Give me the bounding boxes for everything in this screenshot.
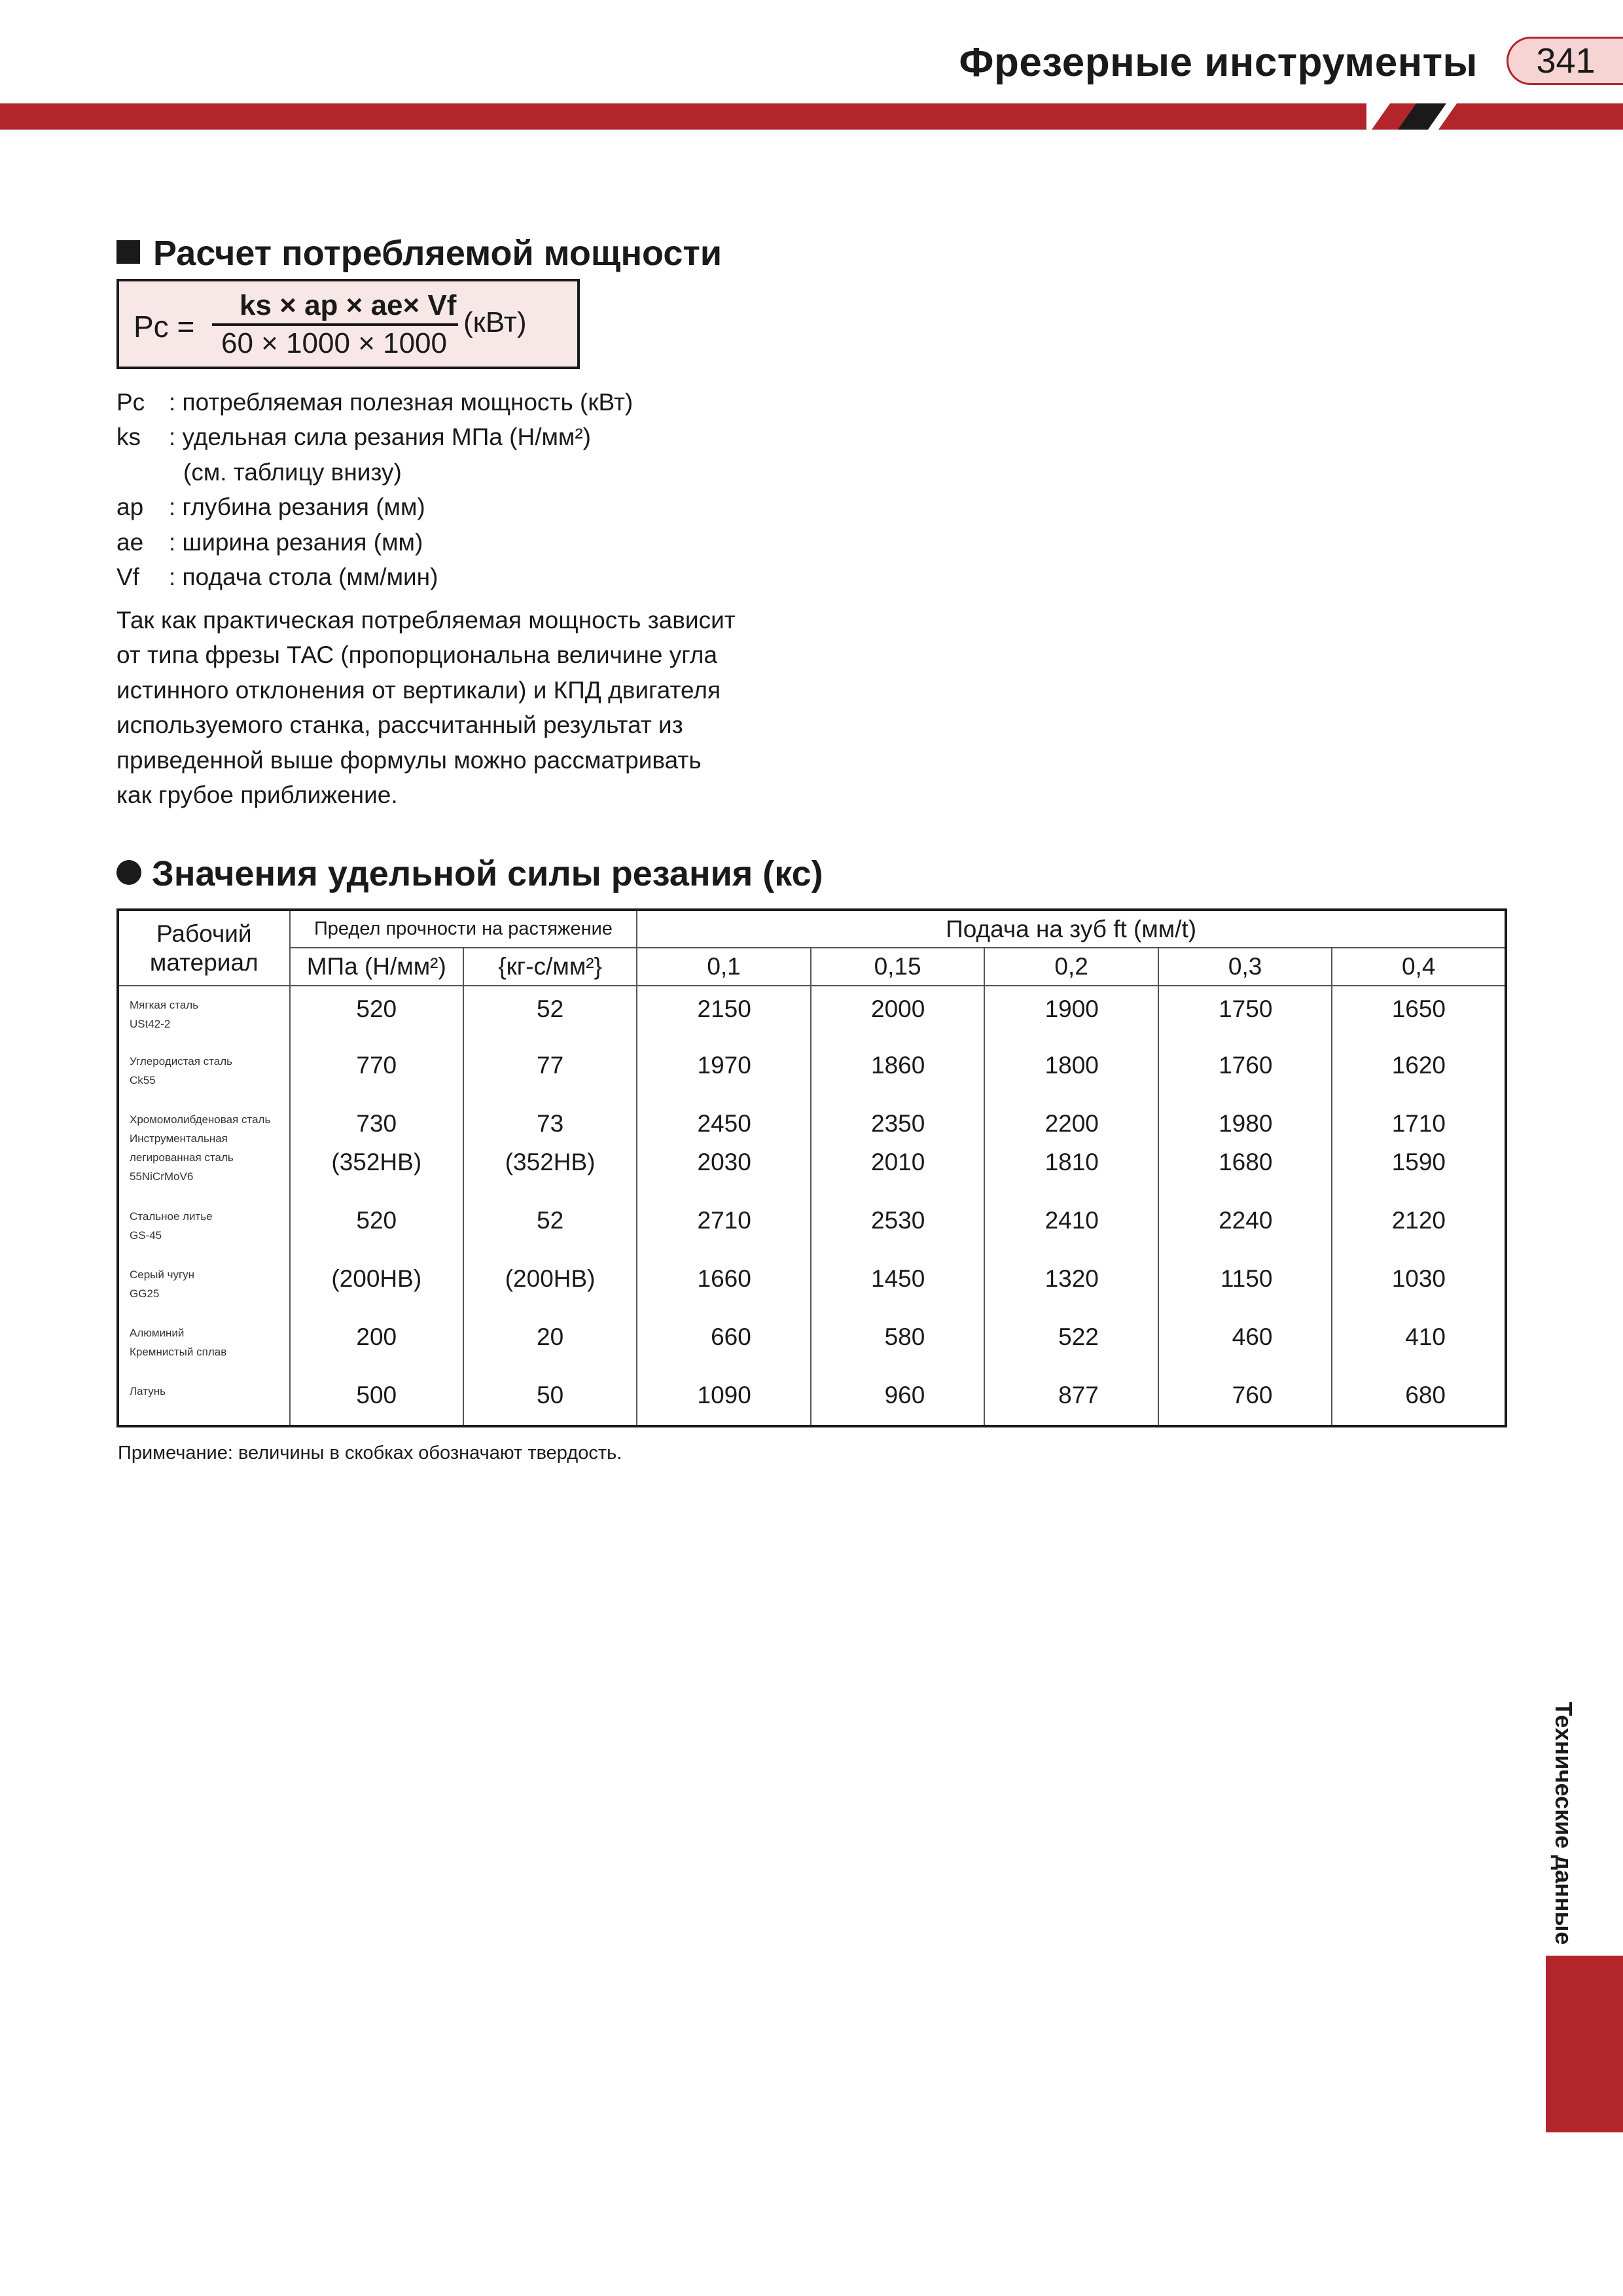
tensile-kgf-cell: 73 (352HB) — [463, 1102, 637, 1199]
header-feed-per-tooth: Подача на зуб ft (мм/t) — [637, 910, 1506, 948]
tensile-kgf-cell: 77 — [463, 1044, 637, 1102]
page-title: Фрезерные инструменты — [959, 40, 1478, 85]
cutting-force-value-cell: 1970 — [637, 1044, 811, 1102]
variable-definitions — [116, 385, 633, 594]
tensile-kgf-cell: 20 — [463, 1316, 637, 1374]
material-cell: Серый чугун GG25 — [118, 1257, 290, 1316]
tensile-mpa-cell: 520 — [290, 1199, 463, 1257]
cutting-force-value-cell: 1760 — [1158, 1044, 1332, 1102]
header-feed-value: 0,3 — [1158, 948, 1332, 986]
tensile-mpa-cell: 500 — [290, 1374, 463, 1426]
cutting-force-value-cell: 1150 — [1158, 1257, 1332, 1316]
formula-numerator: ks × ap × ae× Vf — [240, 289, 457, 321]
table-row — [118, 1257, 1506, 1316]
cutting-force-value-cell: 1320 — [984, 1257, 1158, 1316]
header-kgf: {кг-с/мм²} — [463, 948, 637, 986]
material-cell: Углеродистая сталь Ck55 — [118, 1044, 290, 1102]
tensile-mpa-cell: 770 — [290, 1044, 463, 1102]
section-title-power: Расчет потребляемой мощности — [116, 233, 722, 274]
cutting-force-value-cell: 960 — [811, 1374, 985, 1426]
cutting-force-value-cell: 580 — [811, 1316, 985, 1374]
cutting-force-value-cell: 410 — [1332, 1316, 1506, 1374]
definition-row: ae : ширина резания (мм) — [116, 528, 423, 556]
cutting-force-value-cell: 2000 — [811, 986, 985, 1044]
cutting-force-value-cell: 1090 — [637, 1374, 811, 1426]
circle-bullet-icon — [116, 860, 141, 885]
power-formula — [116, 279, 580, 369]
cutting-force-value-cell: 1030 — [1332, 1257, 1506, 1316]
cutting-force-value-cell: 522 — [984, 1316, 1158, 1374]
tensile-mpa-cell: 200 — [290, 1316, 463, 1374]
table-row — [118, 1102, 1506, 1199]
formula-unit: (кВт) — [463, 306, 527, 338]
material-cell: Алюминий Кремнистый сплав — [118, 1316, 290, 1374]
header-bar — [0, 103, 1623, 130]
side-tab-marker — [1546, 1956, 1623, 2132]
cutting-force-value-cell: 2200 1810 — [984, 1102, 1158, 1199]
tensile-mpa-cell: 520 — [290, 986, 463, 1044]
header-tensile-strength: Предел прочности на растяжение — [290, 910, 637, 948]
explanation-paragraph: Так как практическая потребляемая мощность зависит от типа фрезы ТАС (пропорциональна величине угла истинного отклонения от вертикали) и КПД двигателя используемого станка, рассчитанный результат из приведенной выше формулы можно рассматривать как грубое приближение. — [116, 607, 736, 809]
material-cell: Стальное литье GS-45 — [118, 1199, 290, 1257]
formula-denominator: 60 × 1000 × 1000 — [221, 327, 447, 359]
material-cell: Хромомолибденовая сталь Инструментальная легированная сталь 55NiCrMoV6 — [118, 1102, 290, 1199]
table-row — [118, 986, 1506, 1044]
cutting-force-value-cell: 1450 — [811, 1257, 985, 1316]
tensile-kgf-cell: 52 — [463, 986, 637, 1044]
material-cell: Мягкая сталь USt42-2 — [118, 986, 290, 1044]
cutting-force-value-cell: 1620 — [1332, 1044, 1506, 1102]
page-number-badge: 341 — [1507, 37, 1623, 85]
cutting-force-value-cell: 760 — [1158, 1374, 1332, 1426]
cutting-force-table — [116, 908, 1507, 1427]
header-feed-value: 0,2 — [984, 948, 1158, 986]
cutting-force-value-cell: 877 — [984, 1374, 1158, 1426]
formula-lhs: Pc = — [134, 310, 195, 344]
table-row — [118, 1199, 1506, 1257]
cutting-force-value-cell: 660 — [637, 1316, 811, 1374]
tensile-kgf-cell: (200HB) — [463, 1257, 637, 1316]
cutting-force-value-cell: 1710 1590 — [1332, 1102, 1506, 1199]
header-feed-value: 0,1 — [637, 948, 811, 986]
cutting-force-value-cell: 1900 — [984, 986, 1158, 1044]
cutting-force-value-cell: 460 — [1158, 1316, 1332, 1374]
side-tab-label: Технические данные — [1550, 1702, 1577, 1945]
cutting-force-value-cell: 1660 — [637, 1257, 811, 1316]
header-feed-value: 0,4 — [1332, 948, 1506, 986]
section-title-cutting-force: Значения удельной силы резания (кс) — [116, 853, 823, 894]
cutting-force-value-cell: 2120 — [1332, 1199, 1506, 1257]
cutting-force-value-cell: 680 — [1332, 1374, 1506, 1426]
header-mpa: МПа (Н/мм²) — [290, 948, 463, 986]
cutting-force-value-cell: 1800 — [984, 1044, 1158, 1102]
square-bullet-icon — [116, 240, 140, 264]
cutting-force-value-cell: 2410 — [984, 1199, 1158, 1257]
cutting-force-value-cell: 2150 — [637, 986, 811, 1044]
header-feed-value: 0,15 — [811, 948, 985, 986]
tensile-mpa-cell: 730 (352HB) — [290, 1102, 463, 1199]
cutting-force-value-cell: 1650 — [1332, 986, 1506, 1044]
definition-row: Pc : потребляемая полезная мощность (кВт) — [116, 389, 633, 416]
cutting-force-value-cell: 1750 — [1158, 986, 1332, 1044]
cutting-force-value-cell: 2350 2010 — [811, 1102, 985, 1199]
table-row — [118, 1316, 1506, 1374]
cutting-force-value-cell: 2710 — [637, 1199, 811, 1257]
definition-row: Vf : подача стола (мм/мин) — [116, 564, 438, 591]
table-row — [118, 1374, 1506, 1426]
header-material: Рабочий материал — [118, 910, 290, 986]
definition-row: ks : удельная сила резания МПа (Н/мм²) — [116, 423, 591, 451]
tensile-mpa-cell: (200HB) — [290, 1257, 463, 1316]
cutting-force-value-cell: 2530 — [811, 1199, 985, 1257]
tensile-kgf-cell: 52 — [463, 1199, 637, 1257]
table-footnote: Примечание: величины в скобках обозначают твердость. — [118, 1443, 622, 1463]
definition-row: ap : глубина резания (мм) — [116, 493, 425, 521]
material-cell: Латунь — [118, 1374, 290, 1426]
cutting-force-value-cell: 1860 — [811, 1044, 985, 1102]
cutting-force-value-cell: 1980 1680 — [1158, 1102, 1332, 1199]
cutting-force-value-cell: 2450 2030 — [637, 1102, 811, 1199]
tensile-kgf-cell: 50 — [463, 1374, 637, 1426]
definition-row: (см. таблицу внизу) — [183, 458, 402, 486]
table-row — [118, 1044, 1506, 1102]
cutting-force-value-cell: 2240 — [1158, 1199, 1332, 1257]
fraction-bar — [212, 323, 458, 326]
